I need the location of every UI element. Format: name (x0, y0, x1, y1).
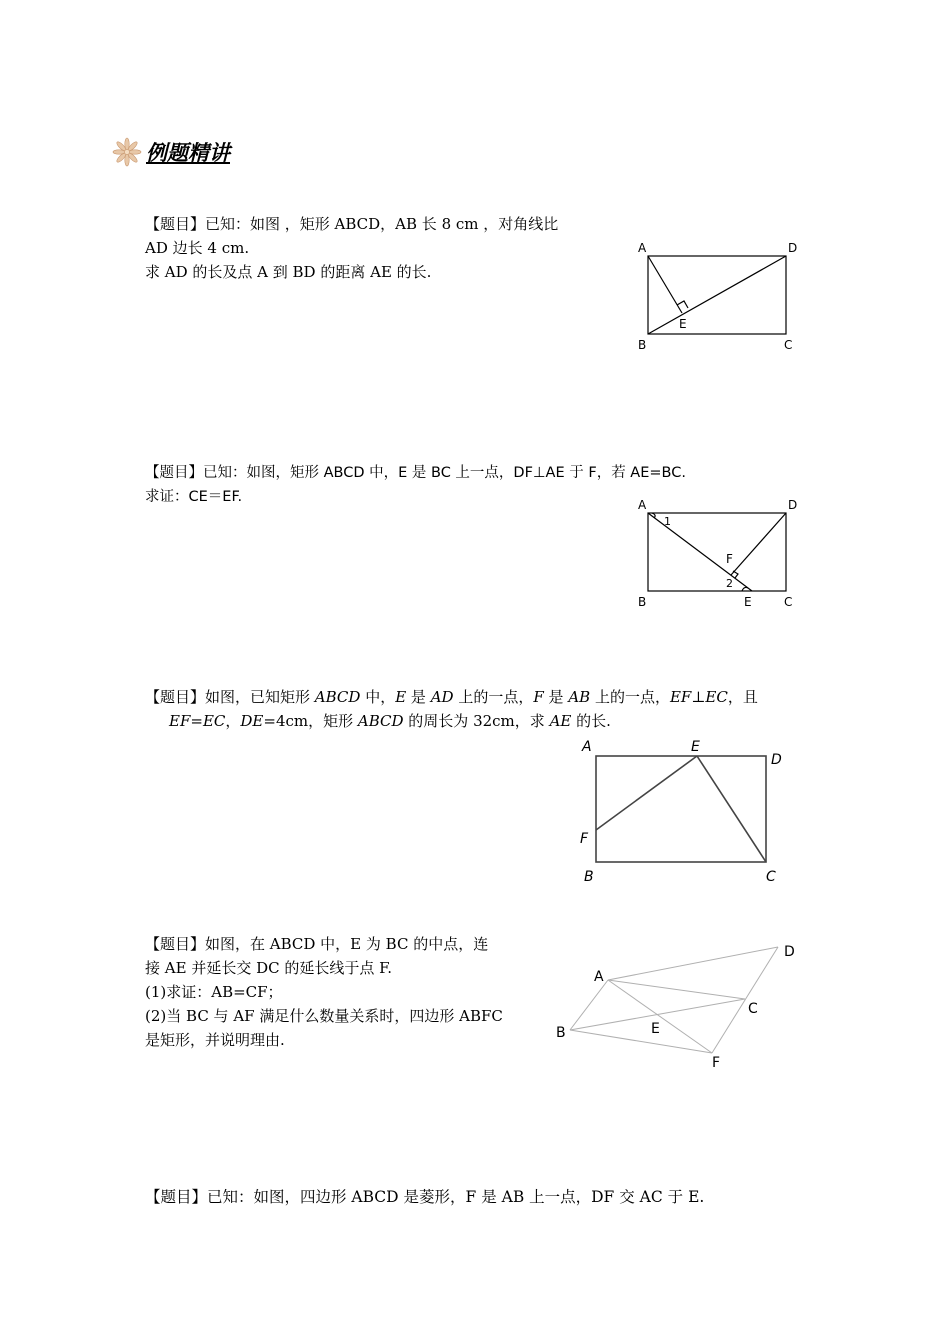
figure-3-label-f: F (580, 831, 589, 847)
figure-3-label-b: B (584, 869, 594, 885)
figure-4-label-e: E (651, 1021, 660, 1037)
flower-icon (112, 137, 142, 167)
section-heading (112, 134, 230, 170)
problem-1-line-1: 【题目】已知：如图 ，矩形 ABCD，AB 长 8 cm ，对角线比 (145, 215, 559, 233)
figure-2-label-a: A (638, 498, 647, 512)
figure-4-label-d: D (784, 944, 795, 960)
problem-5-line-1: 【题目】已知：如图，四边形 ABCD 是菱形，F 是 AB 上一点，DF 交 AC 于 E. (145, 1188, 705, 1206)
figure-3 (574, 734, 794, 890)
figure-1-label-c: C (784, 338, 793, 352)
figure-2-label-f: F (726, 552, 733, 566)
problem-4-line-5: 是矩形，并说明理由. (145, 1031, 285, 1049)
problem-1-line-3: 求 AD 的长及点 A 到 BD 的距离 AE 的长. (145, 263, 432, 281)
problem-4 (145, 932, 503, 1052)
problem-2 (145, 461, 686, 509)
figure-2-label-d: D (788, 498, 798, 512)
figure-4-label-f: F (712, 1055, 721, 1071)
figure-4-label-c: C (748, 1001, 758, 1017)
figure-3-label-a: A (582, 739, 592, 755)
problem-3-line-2: EF=EC，DE=4cm，矩形 ABCD 的周长为 32cm，求 AE 的长. (169, 712, 611, 730)
problem-4-line-4: (2)当 BC 与 AF 满足什么数量关系时，四边形 ABFC (145, 1007, 503, 1025)
figure-3-label-d: D (771, 752, 782, 768)
problem-3 (145, 685, 758, 733)
problem-2-line-1: 【题目】已知：如图，矩形 ABCD 中，E 是 BC 上一点，DF⊥AE 于 F，若 AE=BC. (145, 465, 686, 481)
figure-1 (630, 236, 810, 356)
figure-1-label-a: A (638, 241, 647, 255)
figure-4 (550, 936, 810, 1076)
problem-2-line-2: 求证：CE＝EF. (145, 489, 243, 505)
figure-3-label-e: E (691, 739, 700, 755)
problem-4-line-2: 接 AE 并延长交 DC 的延长线于点 F. (145, 959, 392, 977)
problem-4-line-1: 【题目】如图，在 ABCD 中，E 为 BC 的中点，连 (145, 935, 489, 953)
figure-4-label-b: B (556, 1025, 566, 1041)
figure-2 (630, 494, 810, 614)
problem-1 (145, 212, 558, 284)
figure-2-label-e: E (744, 595, 752, 609)
figure-4-label-a: A (594, 969, 604, 985)
figure-1-label-d: D (788, 241, 798, 255)
figure-1-label-e: E (679, 317, 687, 331)
figure-3-label-c: C (766, 869, 776, 885)
heading-title: 例题精讲 (146, 141, 230, 165)
figure-1-label-b: B (638, 338, 647, 352)
figure-2-label-c: C (784, 595, 793, 609)
problem-4-line-3: (1)求证：AB=CF； (145, 983, 283, 1001)
figure-2-label-b: B (638, 595, 647, 609)
problem-1-line-2: AD 边长 4 cm. (145, 239, 250, 257)
figure-2-angle-1: 1 (664, 515, 671, 528)
problem-5 (145, 1185, 704, 1209)
problem-3-line-1: 【题目】如图，已知矩形 ABCD 中，E 是 AD 上的一点，F 是 AB 上的一点，EF⊥EC，且 (145, 688, 758, 706)
figure-2-angle-2: 2 (726, 577, 733, 590)
